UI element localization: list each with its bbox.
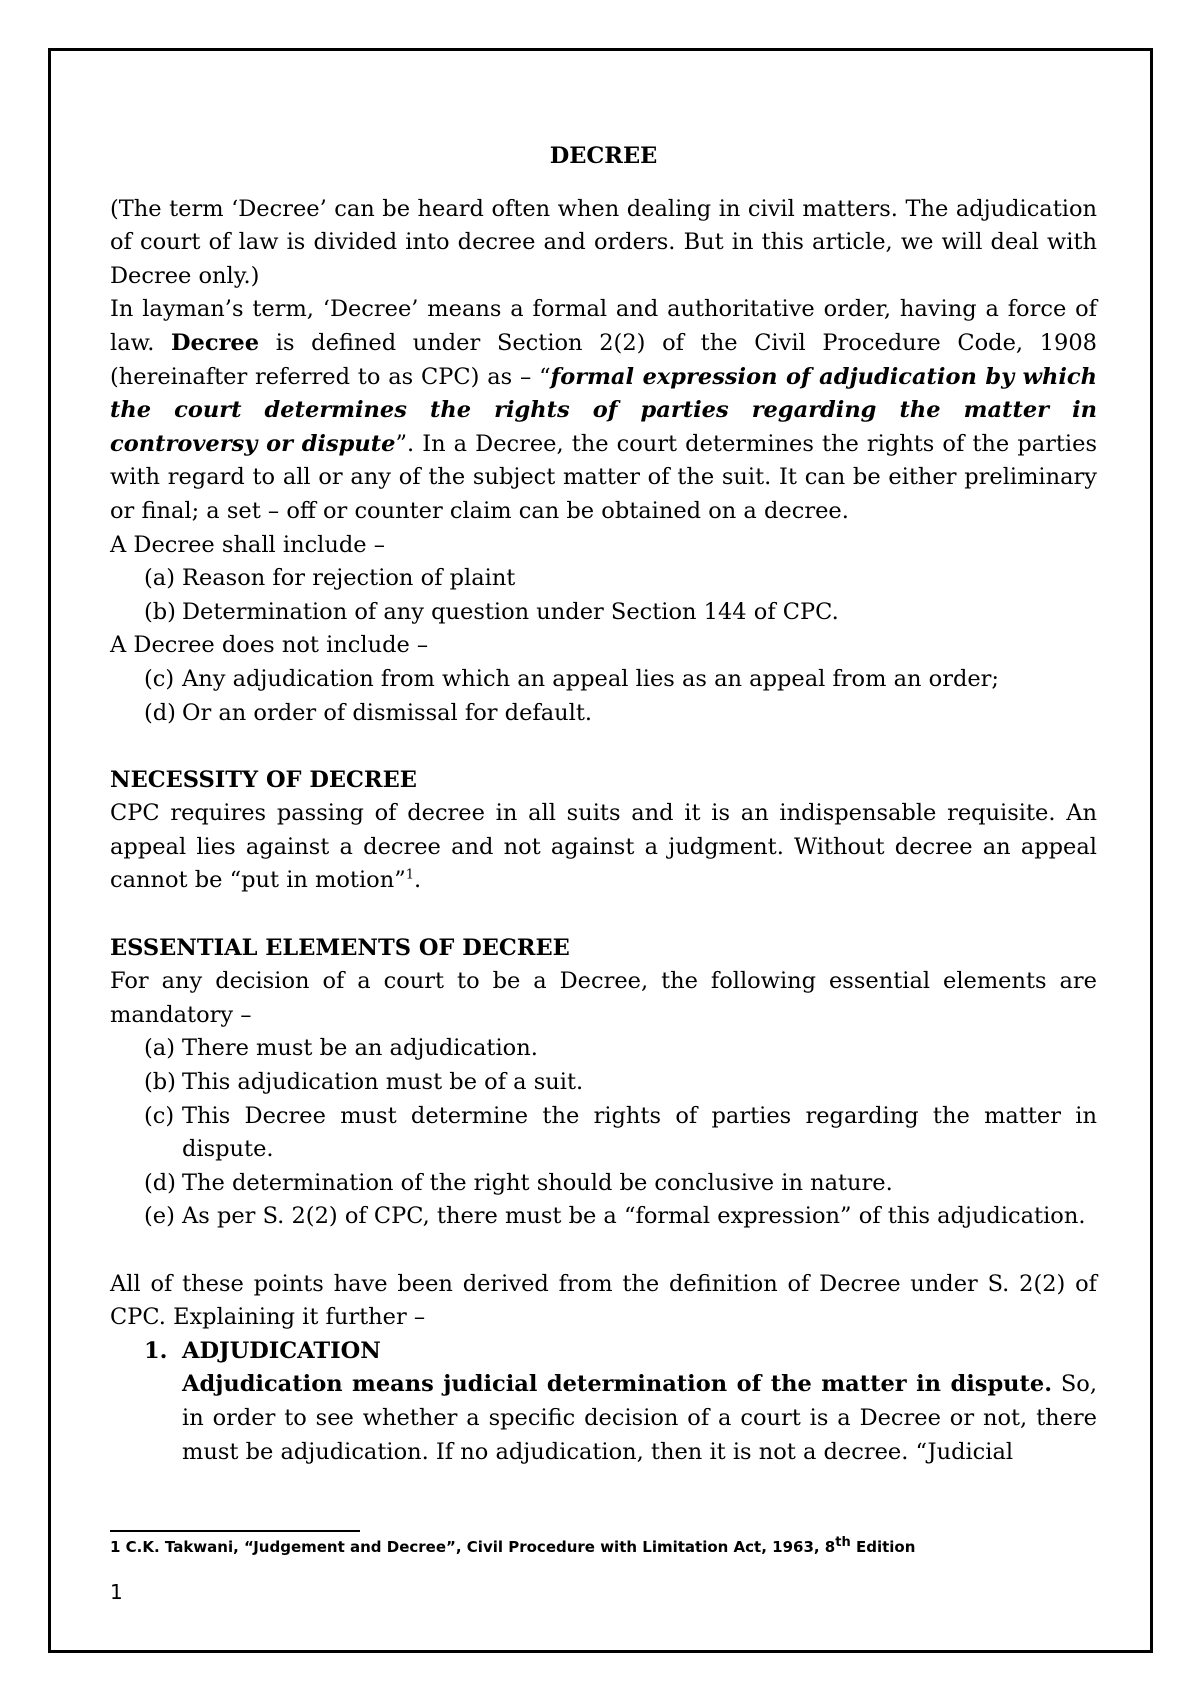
includes-list [110, 562, 1097, 629]
includes-label: A Decree shall include – [110, 531, 385, 558]
excludes-list [110, 663, 1097, 730]
adjudication-heading: ADJUDICATION [182, 1337, 381, 1364]
explanation-list [110, 1335, 1097, 1469]
excludes-label: A Decree does not include – [110, 632, 429, 659]
page-number: 1 [110, 1580, 123, 1604]
list-item: (e) As per S. 2(2) of CPC, there must be a “formal expression” of this adjudication. [144, 1203, 1086, 1230]
list-item: (b) Determination of any question under Section 144 of CPC. [144, 598, 839, 625]
list-item: (c) Any adjudication from which an appeal lies as an appeal from an order; [144, 665, 999, 692]
derived-paragraph: All of these points have been derived from the definition of Decree under S. 2(2) of CPC. Explaining it further – [110, 1270, 1097, 1331]
list-item: (d) Or an order of dismissal for default. [144, 699, 593, 726]
list-item: (a) Reason for rejection of plaint [144, 565, 516, 592]
elements-heading: ESSENTIAL ELEMENTS OF DECREE [110, 934, 570, 961]
intro-paragraph: (The term ‘Decree’ can be heard often when dealing in civil matters. The adjudication of court of law is divided into decree and orders. But in this article, we will deal with Decree only.) [110, 195, 1097, 289]
list-item: (b) This adjudication must be of a suit. [144, 1069, 584, 1096]
list-item: 1. ADJUDICATION Adjudication means judicial determination of the matter in dispute. So, in order to see whether a specific decision of a court is a Decree or not, there must be adjudication. If no adjudication, then it is not a decree. “Judicial [144, 1337, 1098, 1465]
list-item: (a) There must be an adjudication. [144, 1035, 538, 1062]
definition-paragraph: In layman’s term, ‘Decree’ means a formal and authoritative order, having a force of law. Decree is defined under Section 2(2) of the Civil Procedure Code, 1908 (hereinafter referred to as CPC) as – “formal expression of adjudication by which the court determines the rights of parties regarding the matter in controversy or dispute”. In a Decree, the court determines the rights of the parties with regard to all or any of the subject matter of the suit. It can be either preliminary or final; a set – off or counter claim can be obtained on a decree. [110, 296, 1097, 524]
list-item: (c) This Decree must determine the rights of parties regarding the matter in dispute. [144, 1102, 1097, 1163]
footnote: 1 C.K. Takwani, “Judgement and Decree”, Civil Procedure with Limitation Act, 1963, 8th Edition [110, 1535, 916, 1556]
elements-list [110, 1032, 1097, 1234]
list-item: (d) The determination of the right should be conclusive in nature. [144, 1169, 893, 1196]
document-body [110, 140, 1097, 1469]
footnote-separator [110, 1530, 360, 1532]
page-title: DECREE [549, 143, 658, 169]
necessity-paragraph: CPC requires passing of decree in all suits and it is an indispensable requisite. An appeal lies against a decree and not against a judgment. Without decree an appeal cannot be “put in motion”$^1$. [110, 800, 1097, 894]
elements-paragraph: For any decision of a court to be a Decree, the following essential elements are mandatory – [110, 968, 1097, 1028]
necessity-heading: NECESSITY OF DECREE [110, 766, 417, 793]
footnote-reference[interactable]: 1 [405, 867, 414, 883]
